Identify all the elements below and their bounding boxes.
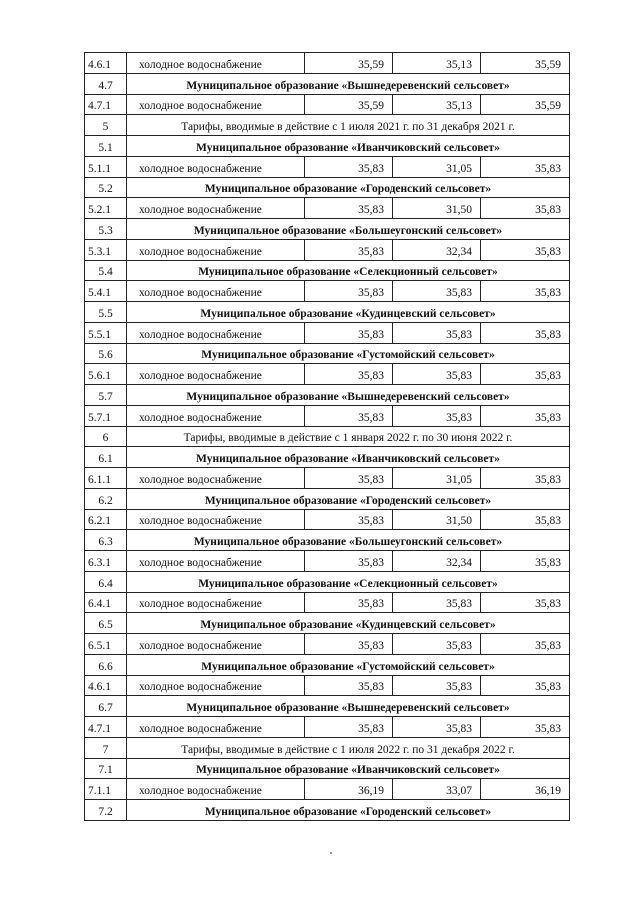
service-name: холодное водоснабжение xyxy=(127,239,305,260)
row-number: 5.2 xyxy=(85,177,127,198)
service-name: холодное водоснабжение xyxy=(127,592,305,613)
service-name: холодное водоснабжение xyxy=(127,156,305,177)
tariff-value-3: 35,83 xyxy=(481,156,570,177)
municipality-title: Муниципальное образование «Большеугонский сельсовет» xyxy=(127,219,570,240)
tariff-value-2: 35,83 xyxy=(393,592,481,613)
municipality-title: Муниципальное образование «Городенский сельсовет» xyxy=(127,800,570,821)
municipality-row xyxy=(85,385,570,406)
row-number: 7 xyxy=(85,737,127,758)
tariff-value-3: 35,83 xyxy=(481,198,570,219)
tariff-value-1: 35,83 xyxy=(305,551,393,572)
row-number: 7.1 xyxy=(85,758,127,779)
tariff-value-3: 35,83 xyxy=(481,281,570,302)
row-number: 5.5 xyxy=(85,302,127,323)
tariff-value-2: 35,83 xyxy=(393,281,481,302)
municipality-row xyxy=(85,613,570,634)
tariff-value-2: 35,13 xyxy=(393,94,481,115)
tariff-value-2: 35,83 xyxy=(393,675,481,696)
tariff-value-2: 33,07 xyxy=(393,779,481,800)
row-number: 5.6 xyxy=(85,343,127,364)
municipality-row xyxy=(85,571,570,592)
service-name: холодное водоснабжение xyxy=(127,779,305,800)
tariff-value-1: 35,59 xyxy=(305,53,393,74)
tariff-value-3: 35,83 xyxy=(481,468,570,489)
tariff-value-3: 35,83 xyxy=(481,717,570,738)
row-number: 4.7.1 xyxy=(85,94,127,115)
row-number: 5.6.1 xyxy=(85,364,127,385)
municipality-title: Муниципальное образование «Селекционный сельсовет» xyxy=(127,571,570,592)
table-row xyxy=(85,468,570,489)
tariff-value-2: 31,05 xyxy=(393,156,481,177)
tariff-value-1: 36,19 xyxy=(305,779,393,800)
municipality-row xyxy=(85,488,570,509)
row-number: 6.1.1 xyxy=(85,468,127,489)
municipality-title: Муниципальное образование «Селекционный сельсовет» xyxy=(127,260,570,281)
row-number: 7.2 xyxy=(85,800,127,821)
municipality-row xyxy=(85,219,570,240)
municipality-title: Муниципальное образование «Иванчиковский сельсовет» xyxy=(127,758,570,779)
tariff-value-2: 35,83 xyxy=(393,364,481,385)
municipality-row xyxy=(85,530,570,551)
row-number: 5.1.1 xyxy=(85,156,127,177)
row-number: 7.1.1 xyxy=(85,779,127,800)
row-number: 5 xyxy=(85,115,127,136)
table-row xyxy=(85,198,570,219)
municipality-row xyxy=(85,447,570,468)
tariff-value-3: 35,83 xyxy=(481,551,570,572)
tariff-value-1: 35,83 xyxy=(305,364,393,385)
row-number: 5.3 xyxy=(85,219,127,240)
tariff-value-3: 35,83 xyxy=(481,634,570,655)
tariff-document-page xyxy=(84,52,569,821)
municipality-title: Муниципальное образование «Вышнедеревенский сельсовет» xyxy=(127,73,570,94)
row-number: 5.4.1 xyxy=(85,281,127,302)
municipality-title: Муниципальное образование «Кудинцевский сельсовет» xyxy=(127,613,570,634)
municipality-title: Муниципальное образование «Городенский сельсовет» xyxy=(127,177,570,198)
table-row xyxy=(85,717,570,738)
municipality-row xyxy=(85,136,570,157)
tariff-value-2: 35,13 xyxy=(393,53,481,74)
table-row xyxy=(85,364,570,385)
row-number: 5.1 xyxy=(85,136,127,157)
table-row xyxy=(85,509,570,530)
service-name: холодное водоснабжение xyxy=(127,717,305,738)
table-row xyxy=(85,675,570,696)
tariff-value-3: 36,19 xyxy=(481,779,570,800)
service-name: холодное водоснабжение xyxy=(127,198,305,219)
table-row xyxy=(85,94,570,115)
table-row xyxy=(85,634,570,655)
tariff-value-3: 35,83 xyxy=(481,405,570,426)
row-number: 5.7 xyxy=(85,385,127,406)
tariff-table-body xyxy=(85,53,570,821)
tariff-value-3: 35,83 xyxy=(481,364,570,385)
table-row xyxy=(85,281,570,302)
tariff-value-3: 35,83 xyxy=(481,675,570,696)
tariff-period-row xyxy=(85,426,570,447)
row-number: 6.3.1 xyxy=(85,551,127,572)
row-number: 5.2.1 xyxy=(85,198,127,219)
tariff-value-2: 35,83 xyxy=(393,717,481,738)
scan-speck xyxy=(330,852,332,854)
row-number: 6.5.1 xyxy=(85,634,127,655)
municipality-title: Муниципальное образование «Вышнедеревенский сельсовет» xyxy=(127,696,570,717)
tariff-period-title: Тарифы, вводимые в действие с 1 июля 2021 г. по 31 декабря 2021 г. xyxy=(127,115,570,136)
service-name: холодное водоснабжение xyxy=(127,405,305,426)
municipality-title: Муниципальное образование «Вышнедеревенский сельсовет» xyxy=(127,385,570,406)
table-row xyxy=(85,156,570,177)
service-name: холодное водоснабжение xyxy=(127,675,305,696)
tariff-period-title: Тарифы, вводимые в действие с 1 июля 2022 г. по 31 декабря 2022 г. xyxy=(127,737,570,758)
municipality-title: Муниципальное образование «Иванчиковский сельсовет» xyxy=(127,447,570,468)
table-row xyxy=(85,592,570,613)
row-number: 6 xyxy=(85,426,127,447)
row-number: 5.7.1 xyxy=(85,405,127,426)
tariff-value-3: 35,59 xyxy=(481,53,570,74)
municipality-row xyxy=(85,800,570,821)
service-name: холодное водоснабжение xyxy=(127,509,305,530)
tariff-value-1: 35,83 xyxy=(305,198,393,219)
row-number: 5.5.1 xyxy=(85,322,127,343)
row-number: 4.6.1 xyxy=(85,675,127,696)
municipality-row xyxy=(85,260,570,281)
tariff-period-title: Тарифы, вводимые в действие с 1 января 2022 г. по 30 июня 2022 г. xyxy=(127,426,570,447)
row-number: 6.5 xyxy=(85,613,127,634)
municipality-row xyxy=(85,654,570,675)
tariff-value-2: 32,34 xyxy=(393,239,481,260)
table-row xyxy=(85,779,570,800)
row-number: 6.6 xyxy=(85,654,127,675)
tariff-value-2: 35,83 xyxy=(393,634,481,655)
tariff-value-1: 35,83 xyxy=(305,239,393,260)
tariff-table xyxy=(84,52,570,821)
tariff-value-1: 35,83 xyxy=(305,156,393,177)
tariff-value-1: 35,83 xyxy=(305,468,393,489)
municipality-row xyxy=(85,177,570,198)
service-name: холодное водоснабжение xyxy=(127,322,305,343)
service-name: холодное водоснабжение xyxy=(127,468,305,489)
row-number: 6.1 xyxy=(85,447,127,468)
municipality-title: Муниципальное образование «Иванчиковский сельсовет» xyxy=(127,136,570,157)
tariff-value-2: 35,83 xyxy=(393,405,481,426)
row-number: 6.3 xyxy=(85,530,127,551)
tariff-value-3: 35,83 xyxy=(481,592,570,613)
tariff-value-3: 35,83 xyxy=(481,239,570,260)
tariff-value-1: 35,59 xyxy=(305,94,393,115)
tariff-period-row xyxy=(85,737,570,758)
tariff-value-1: 35,83 xyxy=(305,634,393,655)
service-name: холодное водоснабжение xyxy=(127,551,305,572)
tariff-value-3: 35,83 xyxy=(481,509,570,530)
row-number: 6.4 xyxy=(85,571,127,592)
municipality-row xyxy=(85,696,570,717)
row-number: 5.3.1 xyxy=(85,239,127,260)
municipality-title: Муниципальное образование «Городенский сельсовет» xyxy=(127,488,570,509)
row-number: 5.4 xyxy=(85,260,127,281)
row-number: 6.2 xyxy=(85,488,127,509)
municipality-title: Муниципальное образование «Кудинцевский сельсовет» xyxy=(127,302,570,323)
row-number: 4.7 xyxy=(85,73,127,94)
municipality-row xyxy=(85,73,570,94)
service-name: холодное водоснабжение xyxy=(127,281,305,302)
municipality-row xyxy=(85,758,570,779)
service-name: холодное водоснабжение xyxy=(127,94,305,115)
table-row xyxy=(85,405,570,426)
table-row xyxy=(85,239,570,260)
tariff-value-1: 35,83 xyxy=(305,281,393,302)
municipality-title: Муниципальное образование «Большеугонский сельсовет» xyxy=(127,530,570,551)
row-number: 6.4.1 xyxy=(85,592,127,613)
tariff-value-2: 32,34 xyxy=(393,551,481,572)
tariff-value-2: 35,83 xyxy=(393,322,481,343)
tariff-value-1: 35,83 xyxy=(305,717,393,738)
table-row xyxy=(85,322,570,343)
row-number: 4.7.1 xyxy=(85,717,127,738)
table-row xyxy=(85,53,570,74)
tariff-period-row xyxy=(85,115,570,136)
municipality-row xyxy=(85,343,570,364)
municipality-title: Муниципальное образование «Густомойский сельсовет» xyxy=(127,654,570,675)
row-number: 6.2.1 xyxy=(85,509,127,530)
tariff-value-3: 35,83 xyxy=(481,322,570,343)
row-number: 6.7 xyxy=(85,696,127,717)
tariff-value-2: 31,05 xyxy=(393,468,481,489)
service-name: холодное водоснабжение xyxy=(127,364,305,385)
tariff-value-2: 31,50 xyxy=(393,509,481,530)
tariff-value-1: 35,83 xyxy=(305,592,393,613)
table-row xyxy=(85,551,570,572)
service-name: холодное водоснабжение xyxy=(127,634,305,655)
service-name: холодное водоснабжение xyxy=(127,53,305,74)
municipality-title: Муниципальное образование «Густомойский сельсовет» xyxy=(127,343,570,364)
tariff-value-3: 35,59 xyxy=(481,94,570,115)
tariff-value-1: 35,83 xyxy=(305,509,393,530)
municipality-row xyxy=(85,302,570,323)
tariff-value-1: 35,83 xyxy=(305,405,393,426)
row-number: 4.6.1 xyxy=(85,53,127,74)
tariff-value-2: 31,50 xyxy=(393,198,481,219)
tariff-value-1: 35,83 xyxy=(305,675,393,696)
tariff-value-1: 35,83 xyxy=(305,322,393,343)
